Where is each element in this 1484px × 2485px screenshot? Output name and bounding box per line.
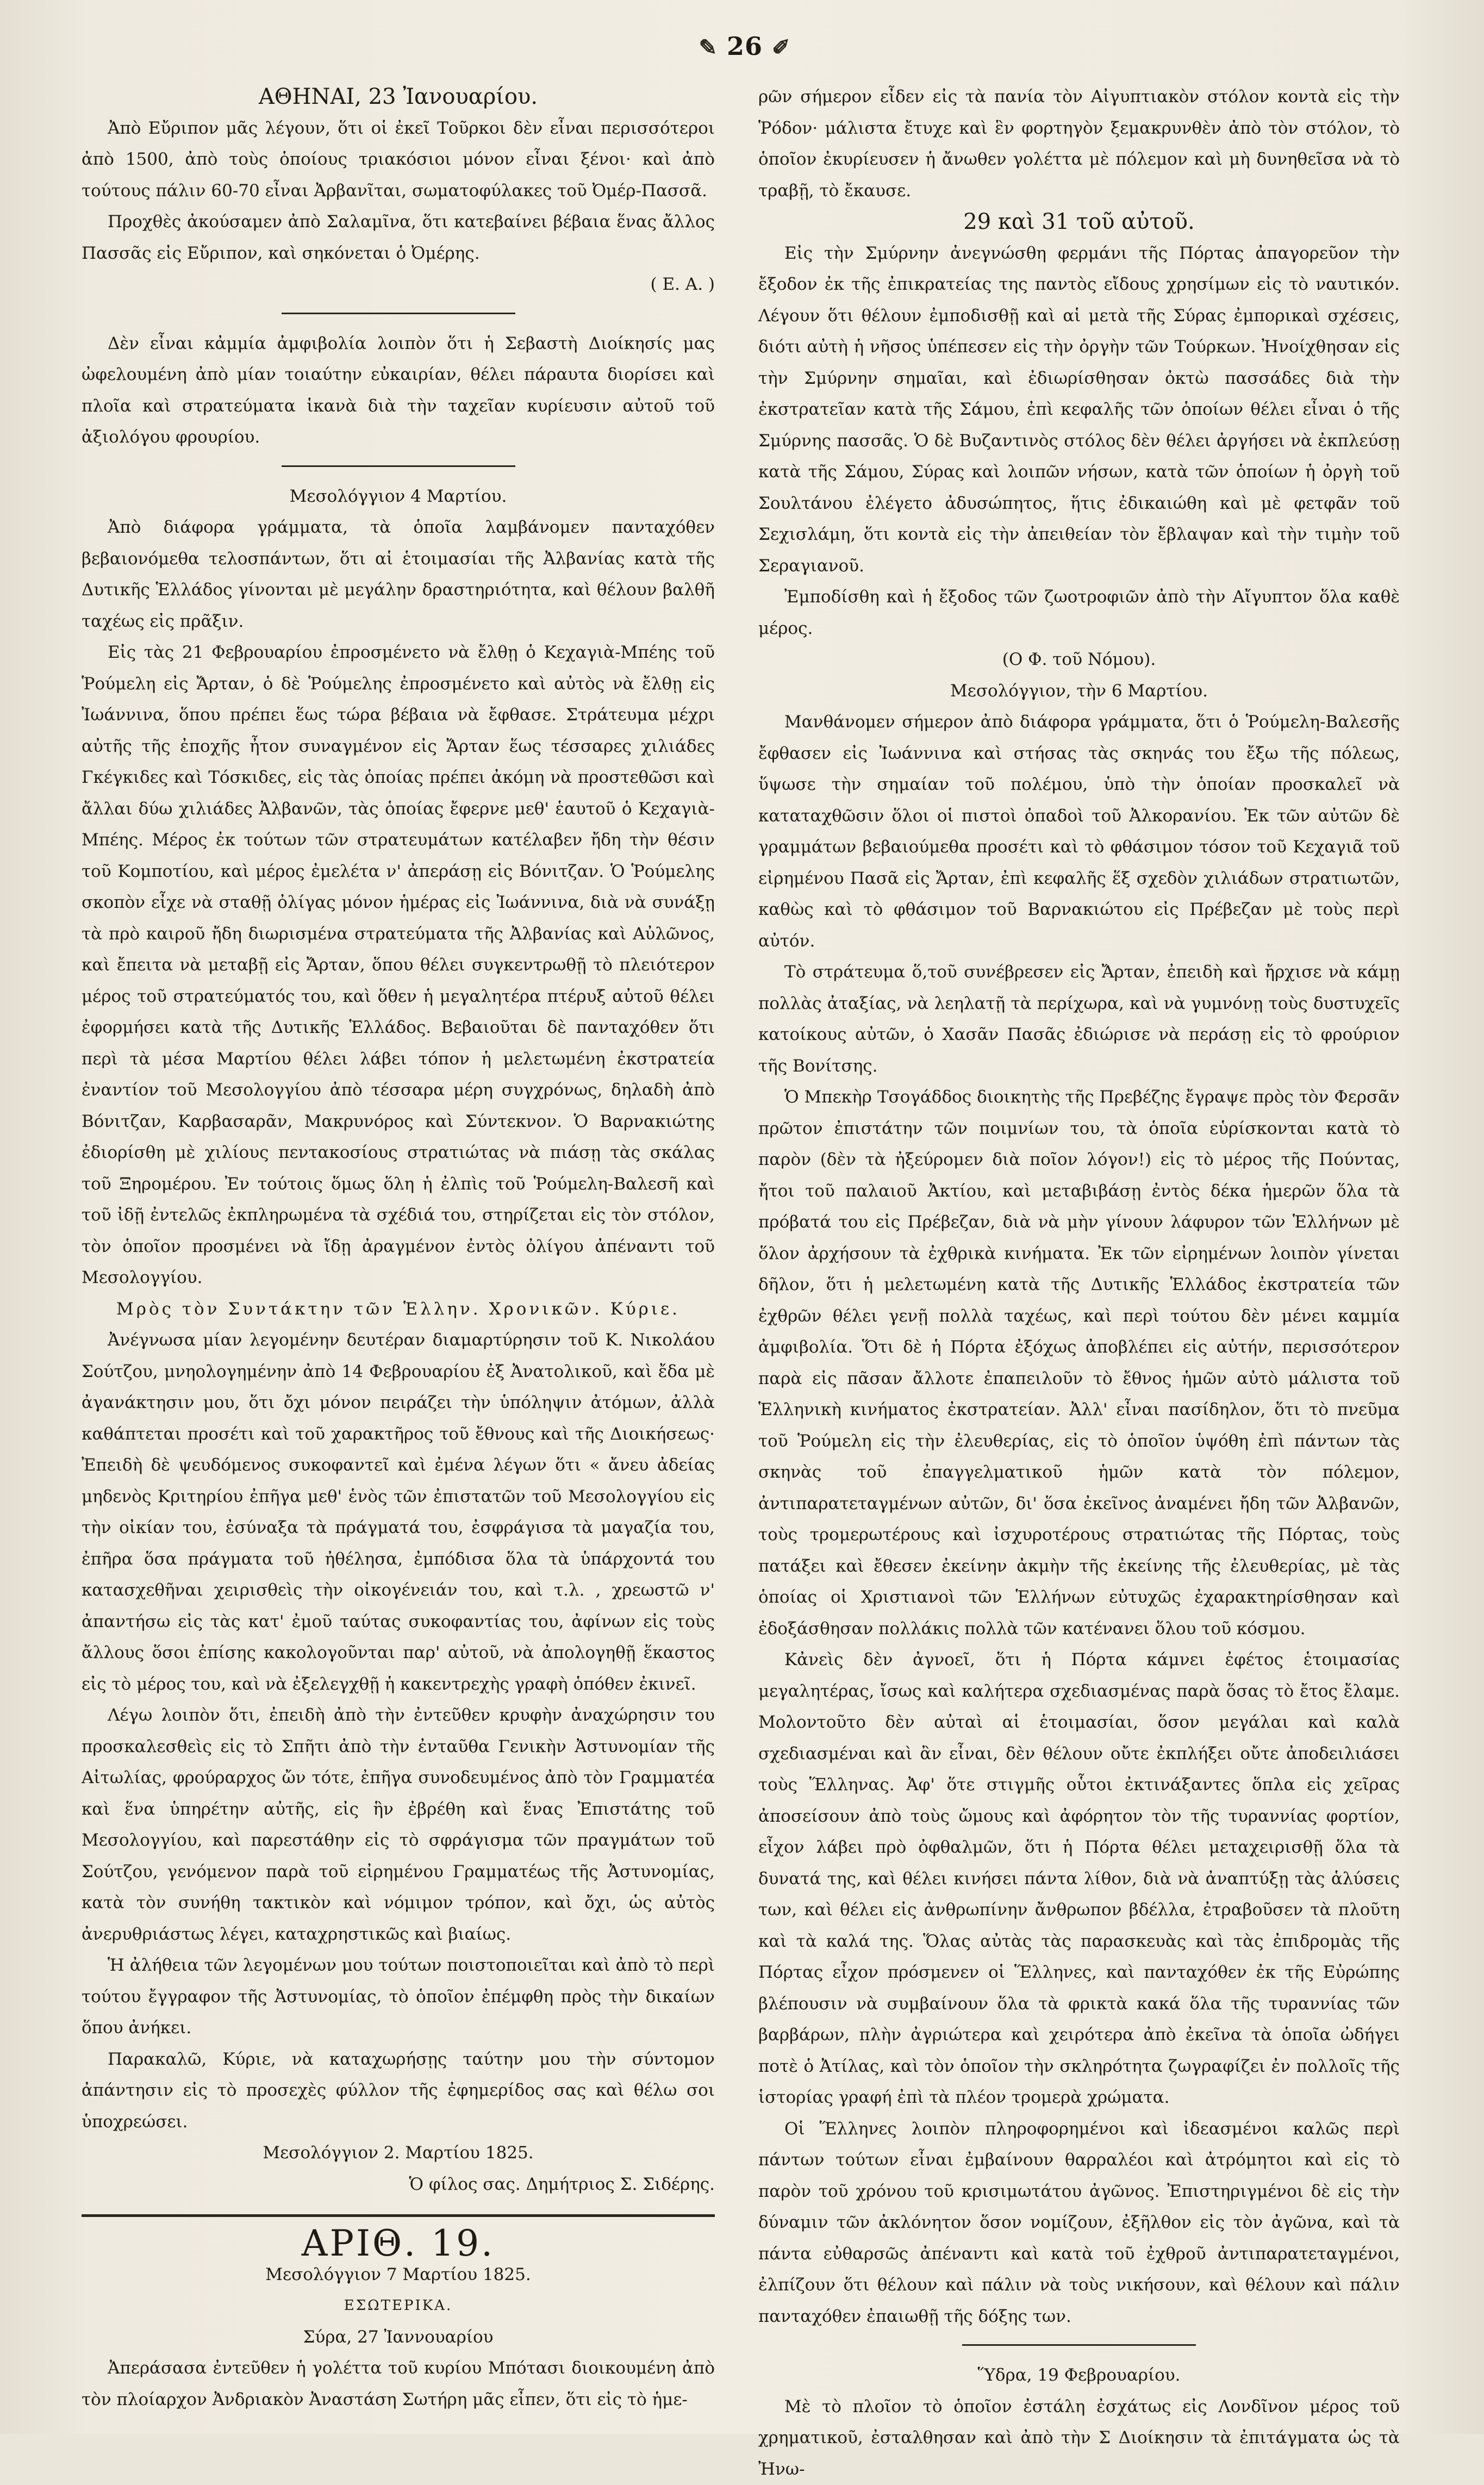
article-paragraph: Μανθάνομεν σήμερον ἀπὸ διάφορα γράμματα, ὅτι ὁ Ῥούμελη-Βαλεσῆς ἔφθασεν εἰς Ἰωάννινα καὶ στήσας τὰς σκηνάς του ἔξω τῆς πόλεως, ὕψωσε τὴν σημαίαν τοῦ πολέμου, ὑπὸ τὴν ὁποίαν προσκαλεῖ νὰ καταταχθῶσιν ὅλοι οἱ πιστοὶ ὀπαδοὶ τοῦ Ἀλκορανίου. Ἐκ τῶν αὐτῶν δὲ γραμμάτων βεβαιούμεθα προσέτι καὶ τὸ φθάσιμον τόσον τοῦ Κεχαγιᾶ τοῦ εἰρημένου Πασᾶ εἰς Ἄρταν, ἐπὶ κεφαλῆς ἕξ σχεδὸν χιλιάδων στρατιωτῶν, καθὼς καὶ τὸ φθάσιμον τοῦ Βαρνακιώτου εἰς Πρέβεζαν μὲ τοὺς περὶ αὐτόν. (758, 707, 1400, 957)
article-signature: (Ο Φ. τοῦ Νόμου). (758, 644, 1400, 676)
section-title: ΕΣΩΤΕΡΙΚΑ. (82, 2290, 715, 2322)
left-column (82, 82, 715, 2415)
letter-paragraph: Παρακαλῶ, Κύριε, νὰ καταχωρήσῃς ταύτην μου τὴν σύντομον ἀπάντησιν εἰς τὸ προσεχὲς φύλλον τῆς ἐφημερίδος σας καὶ θέλω σοι ὑποχρεώσει. (82, 2044, 715, 2138)
article-paragraph: Ἀπὸ διάφορα γράμματα, τὰ ὁποῖα λαμβάνομεν πανταχόθεν βεβαιονόμεθα τελοσπάντων, ὅτι αἱ ἑτοιμασίαι τῆς Ἀλβανίας κατὰ τῆς Δυτικῆς Ἑλλάδος γίνονται μὲ μεγάλην δραστηριότητα, καὶ θέλουν βαλθῆ ταχέως εἰς πρᾶξιν. (82, 512, 715, 637)
letter-paragraph: Ἡ ἀλήθεια τῶν λεγομένων μου τούτων ποιστοποιεῖται καὶ ἀπὸ τὸ περὶ τούτου ἔγγραφον τῆς Ἀστυνομίας, τὸ ὁποῖον ἐπέμφθη πρὸς τὴν δικαίων ὅπου ἀνήκει. (82, 1950, 715, 2044)
article-paragraph: Κἀνεὶς δὲν ἀγνοεῖ, ὅτι ἡ Πόρτα κάμνει ἐφέτος ἑτοιμασίας μεγαλητέρας, ἴσως καὶ καλήτερα σχεδιασμένας παρὰ ὅσας τὸ ἔτος ἔλαμε. Μολοντοῦτο δὲν αὐταὶ αἱ ἑτοιμασίαι, ὅσον μεγάλαι καὶ καλὰ σχεδιασμέναι καὶ ἂν εἶναι, δὲν θέλουν οὔτε ἐκπλήξει οὔτε ἀποδειλιάσει τοὺς Ἕλληνας. Ἀφ' ὅτε στιγμῆς οὗτοι ἐκτινάξαντες ὅπλα εἰς χεῖρας ἀποσείσουν ἀπὸ τοὺς ὤμους καὶ ἀφόρητον τὸν τῆς τυραννίας φορτίον, εἶχον λάβει πρὸ ὀφθαλμῶν, ὅτι ἡ Πόρτα θέλει μεταχειρισθῇ ὅλα τὰ δυνατά της, καὶ θέλει κινήσει πάντα λίθον, διὰ νὰ ἀναπτύξῃ τὰς ἁλύσεις των, καὶ θέλει εἰς ἀνθρωπίνην ἄνθρωπον βδέλλα, ἐτραβοῦσεν τὰ πλοῦτη καὶ τὰ καλά της. Ὅλας αὐτὰς τὰς παρασκευὰς καὶ τὰς ἐπιδρομὰς τῆς Πόρτας εἶχον πρόσμενεν οἱ Ἕλληνες, καὶ πανταχόθεν ἐκ τῆς Εὐρώπης βλέπουσιν νὰ συμβαίνουν ὅλα τὰ φρικτὰ κακά ὅλα τῆς τυραννίας τῶν βαρβάρων, πλὴν ἀγριώτερα καὶ χειρότερα ἀπὸ ἐκεῖνα τὰ ὁποῖα ὠδήγει ποτὲ ὁ Ἀτίλας, καὶ τὸν ὁποῖον τὴν σκληρότητα ζωγραφίζει ἐν πολλοῖς τῆς ἱστορίας γραφή ἐπὶ τὰ πλέον τρομερὰ χρώματα. (758, 1645, 1400, 2114)
dateline-athens: ΑΘΗΝΑΙ, 23 Ἰανουαρίου. (82, 82, 715, 113)
letter-date: Μεσολόγγιον 2. Μαρτίου 1825. (82, 2138, 715, 2169)
right-column (758, 82, 1400, 2485)
page-number: 26 (727, 32, 763, 61)
article-signature: ( Ε. Α. ) (82, 269, 715, 301)
article-paragraph: Ἀπὸ Εὔριπον μᾶς λέγουν, ὅτι οἱ ἐκεῖ Τοῦρκοι δὲν εἶναι περισσότεροι ἀπὸ 1500, ἀπὸ τοὺς ὁποίους τριακόσιοι μόνον εἶναι ξένοι· καὶ ἀπὸ τούτους πάλιν 60-70 εἶναι Ἀρβανῖται, σωματοφύλακες τοῦ Ὀμέρ-Πασσᾶ. (82, 113, 715, 207)
dateline-mesolongi-6: Μεσολόγγιον, τὴν 6 Μαρτίου. (758, 676, 1400, 707)
article-paragraph: Οἱ Ἕλληνες λοιπὸν πληροφορημένοι καὶ ἰδεασμένοι καλῶς περὶ πάντων τούτων εἶναι ἐμβαίνουν θαρραλέοι καὶ ἀτρόμητοι καὶ εἰς τὸ παρὸν τοῦ χρόνου τοῦ κρισιμωτάτου ἀγῶνος. Ἐπιστηριγμένοι δὲ εἰς τὴν δύναμιν τῶν ἀκλόνητον ὅσον νομίζουν, ἐξῆλθον εἰς τὸν ἀγῶνα, καὶ τὰ πάντα εὐθαρσῶς ἀπέναντι καὶ κατὰ τοῦ ἐχθροῦ ἀντιπαρατεταγμένοι, ἐλπίζουν ὅτι θέλουν καὶ πάλιν νὰ τοὺς νικήσουν, καὶ θέλουν καὶ πάλιν πανταχόθεν ἐπαιωθῇ τῆς δόξης των. (758, 2114, 1400, 2333)
page-header (674, 32, 815, 61)
article-paragraph: Τὸ στράτευμα ὅ,τοῦ συνέβρεσεν εἰς Ἄρταν, ἐπειδὴ καὶ ἤρχισε νὰ κάμῃ πολλὰς ἀταξίας, νὰ λεηλατῇ τὰ περίχωρα, καὶ νὰ γυμνόνῃ τοὺς δυστυχεῖς κατοίκους αὐτῶν, ὁ Χασᾶν Πασᾶς ἐδιώρισε νὰ περάσῃ εἰς τὸ φρούριον τῆς Βονίτσης. (758, 957, 1400, 1082)
section-divider (282, 465, 515, 467)
issue-number: ΑΡΙΘ. 19. (82, 2228, 715, 2259)
issue-date: Μεσολόγγιον 7 Μαρτίου 1825. (82, 2259, 715, 2291)
dateline-syra: Σύρα, 27 Ἰαννουαρίου (82, 2322, 715, 2353)
letter-paragraph: Ἀνέγνωσα μίαν λεγομένην δευτέραν διαμαρτύρησιν τοῦ Κ. Νικολάου Σούτζου, μνηολογημένην ἀπὸ 14 Φεβρουαρίου ἐξ Ἀνατολικοῦ, καὶ ἔδα μὲ ἀγανάκτησιν μου, ὅτι ὄχι μόνον πειράζει τὴν ὑπόληψιν ἀτόμων, ἀλλὰ καθάπτεται προσέτι καὶ τοῦ χαρακτῆρος τοῦ ἔθνους καὶ τῆς Διοικήσεως· Ἐπειδὴ δὲ ψευδόμενος συκοφαντεῖ καὶ ἐμένα λέγων ὅτι « ἄνευ ἀδείας μηδενὸς Κριτηρίου ἐπῆγα μεθ' ἑνὸς τῶν ἐπιστατῶν τοῦ Μεσολογγίου εἰς τὴν οἰκίαν του, ἐσύναξα τὰ πράγματά του, ἐσφράγισα τὰ μαγαζία του, ἐπῆρα ὅσα πράγματα τοῦ ἠθέλησα, ἐμπόδισα ὅλα τὰ ὑπάρχοντά του κατασχεθῆναι χειρισθεὶς τὴν οἰκογένειάν του, καὶ τ.λ. , χρεωστῶ ν' ἀπαντήσω εἰς τὰς κατ' ἐμοῦ ταύτας συκοφαντίας του, ἀφίνων εἰς τοὺς ἄλλους ὅσοι ἐπίσης κακολογοῦνται παρ' αὐτοῦ, νὰ ἀπολογηθῇ ἕκαστος εἰς τὸ μέρος του, καὶ νὰ ἐξελεγχθῇ ἡ κακεντρεχὴς γραφὴ ὁπόθεν ἐκινεῖ. (82, 1325, 715, 1700)
section-divider (962, 2344, 1196, 2346)
issue-divider (82, 2214, 715, 2217)
article-paragraph: Μὲ τὸ πλοῖον τὸ ὁποῖον ἐστάλη ἐσχάτως εἰς Λονδῖνον μέρος τοῦ χρηματικοῦ, ἐσταλθησαν καὶ ἀπὸ τὴν Σ Διοίκησιν τὰ ἐπιτάγματα ὡς τὰ Ἠνω- (758, 2391, 1400, 2485)
article-paragraph: Ἐμποδίσθη καὶ ἡ ἔξοδος τῶν ζωοτροφιῶν ἀπὸ τὴν Αἴγυπτον ὅλα καθὲ μέρος. (758, 582, 1400, 644)
article-paragraph: Ὁ Μπεκὴρ Τσογάδδος διοικητὴς τῆς Πρεβέζης ἔγραψε πρὸς τὸν Φερσᾶν πρῶτον ἐπιστάτην τῶν ποιμνίων του, τὰ ὁποῖα εὑρίσκονται κατὰ τὸ παρὸν (δὲν τὰ ἠξεύρομεν διὰ ποῖον λόγον!) εἰς τὸ μέρος τῆς Πούντας, ἤτοι τοῦ παλαιοῦ Ἀκτίου, καὶ μεταβιβάσῃ ἐντὸς δέκα ἡμερῶν ὅλα τὰ πρόβατά του εἰς Πρέβεζαν, διὰ νὰ μὴν γίνουν λάφυρον τῶν Ἑλλήνων μὲ ὅλον ἀρχήσουν τὰ ἐχθρικὰ κινήματα. Ἐκ τῶν εἰρημένων λοιπὸν γίνεται δῆλον, ὅτι ἡ μελετωμένη κατὰ τῆς Δυτικῆς Ἑλλάδος ἐκστρατεία τῶν ἐχθρῶν θέλει γενῇ πολλὰ ταχέως, καὶ περὶ τούτου δὲν μένει καμμία ἀμφιβολία. Ὅτι δὲ ἡ Πόρτα ἐξόχως ἀποβλέπει εἰς αὐτήν, περισσότερον παρὰ εἰς πᾶσαν ἄλλοτε ἐπαπειλοῦν τὸ ἔθνος ἡμῶν αὐτὸ μάλιστα τοῦ Ἑλληνικὴ κινήματος ἐκστρατείαν. Ἀλλ' εἶναι πασίδηλον, ὅτι τὸ πνεῦμα τοῦ Ῥούμελη εἰς τὴν ἐλευθερίας, εἰς τὸ ὁποῖον ὑψόθη ἐπὶ πάντων τὰς σκηνὰς τοῦ ἐπαγγελματικοῦ ἡμῶν κατὰ τὸν πόλεμον, ἀντιπαρατεταγμένων αὐτῶν, δι' ὅσα ἐκεῖνος ἀναμένει ἤδη τῶν Ἀλβανῶν, τοὺς τρομερωτέρους καὶ ἰσχυροτέρους στρατιώτας τῆς Πόρτας, τοὺς πατάξει καὶ ἔθεσεν ἐκείνην ἀκμὴν τῆς ἐκείνης τῆς ἐλευθερίας, μὲ τὰς ὁποίας οἱ Χριστιανοὶ τῶν Ἑλλήνων εὐτυχῶς ἐχαρακτηρίσθησαν καὶ ἐδοξάσθησαν πολλάκις πολλὰ τῶν κατένανει ὅλου τοῦ κόσμου. (758, 1082, 1400, 1645)
letter-heading: Μρὸς τὸν Συντάκτην τῶν Ἑλλην. Χρονικῶν. Κύριε. (82, 1294, 715, 1325)
letter-paragraph: Λέγω λοιπὸν ὅτι, ἐπειδὴ ἀπὸ τὴν ἐντεῦθεν κρυφὴν ἀναχώρησιν του προσκαλεσθεὶς εἰς τὸ Σπῆτι ἀπὸ τὴν ἐνταῦθα Γενικὴν Ἀστυνομίαν τῆς Αἰτωλίας, φρούραρχος ὤν τότε, ἐπῆγα συνοδευμένος ἀπὸ τὸν Γραμματέα καὶ ἕνα ὑπηρέτην αὐτῆς, εἰς ἣν ἐβρέθη καὶ ἕνας Ἐπιστάτης τοῦ Μεσολογγίου, καὶ παρεστάθην εἰς τὸ σφράγισμα τῶν πραγμάτων τοῦ Σούτζου, γενόμενον παρὰ τοῦ εἰρημένου Γραμματέως τῆς Ἀστυνομίας, κατὰ τὸν συνήθη τακτικὸν καὶ νόμιμον τρόπον, καὶ ὄχι, ὡς αὐτὸς ἀνερυθριάστως λέγει, καταχρηστικῶς καὶ βιαίως. (82, 1700, 715, 1950)
article-paragraph: Εἰς τὴν Σμύρνην ἀνεγνώσθη φερμάνι τῆς Πόρτας ἀπαγορεῦον τὴν ἔξοδον ἐκ τῆς ἐπικρατείας της παντὸς εἴδους χρησίμων εἰς τὸ ναυτικόν. Λέγουν ὅτι θέλουν ἐμποδισθῇ καὶ αἱ μετὰ τῆς Σύρας ἐμπορικαὶ σχέσεις, διότι αὐτὴ ἡ νῆσος ὑπέπεσεν εἰς τὴν ὀργὴν τῶν Τούρκων. Ἠνοίχθησαν εἰς τὴν Σμύρνην σημαῖαι, καὶ ἐδιωρίσθησαν ὀκτὼ πασσάδες διὰ τὴν ἐκστρατεῖαν κατὰ τῆς Σάμου, ἐπὶ κεφαλῆς τῶν ὁποίων θέλει εἶναι ὁ τῆς Σμύρνης πασσᾶς. Ὁ δὲ Βυζαντινὸς στόλος δὲν θέλει ἀργήσει νὰ ἐκπλεύσῃ κατὰ τῆς Σάμου, Σύρας καὶ λοιπῶν νήσων, κατὰ τῶν ὁποίων ἡ ὀργὴ τοῦ Σουλτάνου ἐλέγετο ἀδυσώπητος, ἥτις ἐδικαιώθη καὶ μὲ φετφᾶν τοῦ Σεχισλάμη, ὅτι κοντὰ εἰς τὴν ἀπειθείαν τὸν ἔβλαψαν καὶ τὴν τιμὴν τοῦ Σεραγιανοῦ. (758, 238, 1400, 582)
article-paragraph: Προχθὲς ἀκούσαμεν ἀπὸ Σαλαμῖνα, ὅτι κατεβαίνει βέβαια ἕνας ἄλλος Πασσᾶς εἰς Εὔριπον, καὶ σηκόνεται ὁ Ὀμέρης. (82, 207, 715, 269)
article-paragraph: Δὲν εἶναι κἀμμία ἀμφιβολία λοιπὸν ὅτι ἡ Σεβαστὴ Διοίκησίς μας ὠφελουμένη ἀπὸ μίαν τοιαύτην εὐκαιρίαν, θέλει πάραυτα διορίσει καὶ πλοῖα καὶ στρατεύματα ἱκανὰ διὰ τὴν ταχεῖαν κυρίευσιν αὐτοῦ τοῦ ἀξιολόγου φρουρίου. (82, 328, 715, 453)
article-paragraph: Ἀπεράσασα ἐντεῦθεν ἡ γολέττα τοῦ κυρίου Μπότασι διοικουμένη ἀπὸ τὸν πλοίαρχον Ἀνδριακὸν Ἀναστάση Σωτήρη μᾶς εἶπεν, ὅτι εἰς τὸ ἡμε- (82, 2353, 715, 2415)
right-ornament-icon: ✐ (772, 35, 791, 60)
section-divider (282, 313, 515, 314)
article-paragraph: ρῶν σήμερον εἶδεν εἰς τὰ πανία τὸν Αἰγυπτιακὸν στόλον κοντὰ εἰς τὴν Ῥόδον· μάλιστα ἔτυχε καὶ ἓν φορτηγὸν ξεμακρυνθὲν ἀπὸ τὸν στόλον, τὸ ὁποῖον ἐκυρίευσεν ἡ ἄνωθεν γολέττα μὲ πόλεμον καὶ μὴ δυνηθεῖσα νὰ τὸ τραβῇ, τὸ ἔκαυσε. (758, 82, 1400, 207)
article-paragraph: Εἰς τὰς 21 Φεβρουαρίου ἐπροσμένετο νὰ ἔλθῃ ὁ Κεχαγιὰ-Μπέης τοῦ Ῥούμελη εἰς Ἄρταν, ὁ δὲ Ῥούμελης ἐπροσμένετο καὶ αὐτὸς νὰ ἔλθῃ εἰς Ἰωάννινα, ὅπου πρέπει ἕως τώρα βέβαια νὰ ἔφθασε. Στράτευμα μέχρι αὐτῆς τῆς ἐποχῆς ἦτον συναγμένον εἰς Ἄρταν ἕως τέσσαρες χιλιάδες Γκέγκιδες καὶ Τόσκιδες, εἰς τὰς ὁποίας πρέπει ἀκόμη νὰ προστεθῶσι καὶ ἄλλαι δύω χιλιάδες Ἀλβανῶν, τὰς ὁποίας ἔφερνε μεθ' ἑαυτοῦ ὁ Κεχαγιὰ-Μπέης. Μέρος ἐκ τούτων τῶν στρατευμάτων κατέλαβεν ἤδη τὴν θέσιν τοῦ Κομποτίου, καὶ μέρος ἐμελέτα ν' ἀπεράσῃ εἰς Βόνιτζαν. Ὁ Ῥούμελης σκοπὸν εἶχε νὰ σταθῇ ὀλίγας μόνον ἡμέρας εἰς Ἰωάννινα, διὰ νὰ συνάξῃ τὰ πρὸ καιροῦ ἤδη διωρισμένα στρατεύματα τῆς Ἀλβανίας καὶ Αὐλῶνος, καὶ ἔπειτα νὰ μεταβῇ εἰς Ἄρταν, ὅπου θέλει συγκεντρωθῇ τὸ πλειότερον μέρος τοῦ στρατεύματός του, καὶ ὅθεν ἡ μεγαλητέρα πτέρυξ αὐτοῦ θέλει ἐφορμήσει κατὰ τῆς Δυτικῆς Ἑλλάδος. Βεβαιοῦται δὲ πανταχόθεν ὅτι περὶ τὰ μέσα Μαρτίου θέλει λάβει τόπον ἡ μελετωμένη ἐκστρατεία ἐναντίον τοῦ Μεσολογγίου ἀπὸ τέσσαρα μέρη συγχρόνως, δηλαδὴ ἀπὸ Βόνιτζαν, Καρβασαρᾶν, Μακρυνόρος καὶ Σύντεκνον. Ὁ Βαρνακιώτης ἐδιορίσθη μὲ χιλίους πεντακοσίους στρατιώτας νὰ πιάσῃ τὰς σκάλας τοῦ Ξηρομέρου. Ἐν τούτοις ὅμως ὅλη ἡ ἐλπὶς τοῦ Ῥούμελη-Βαλεσῆ καὶ τοῦ ἰδῇ ἐντελῶς ἐκπληρωμένα τὰ σχέδιά του, στηρίζεται εἰς τὸν στόλον, τὸν ὁποῖον προσμένει νὰ ἴδῃ ἀραγμένον ἐντὸς ὀλίγου ἀπέναντι τοῦ Μεσολογγίου. (82, 637, 715, 1294)
dateline-mesolongi: Μεσολόγγιον 4 Μαρτίου. (82, 481, 715, 513)
left-ornament-icon: ✎ (699, 35, 718, 60)
letter-signoff: Ὁ φίλος σας. Δημήτριος Σ. Σιδέρης. (82, 2169, 715, 2201)
dateline-hydra: Ὕδρα, 19 Φεβρουαρίου. (758, 2360, 1400, 2391)
dateline-29-31: 29 καὶ 31 τοῦ αὐτοῦ. (758, 207, 1400, 238)
